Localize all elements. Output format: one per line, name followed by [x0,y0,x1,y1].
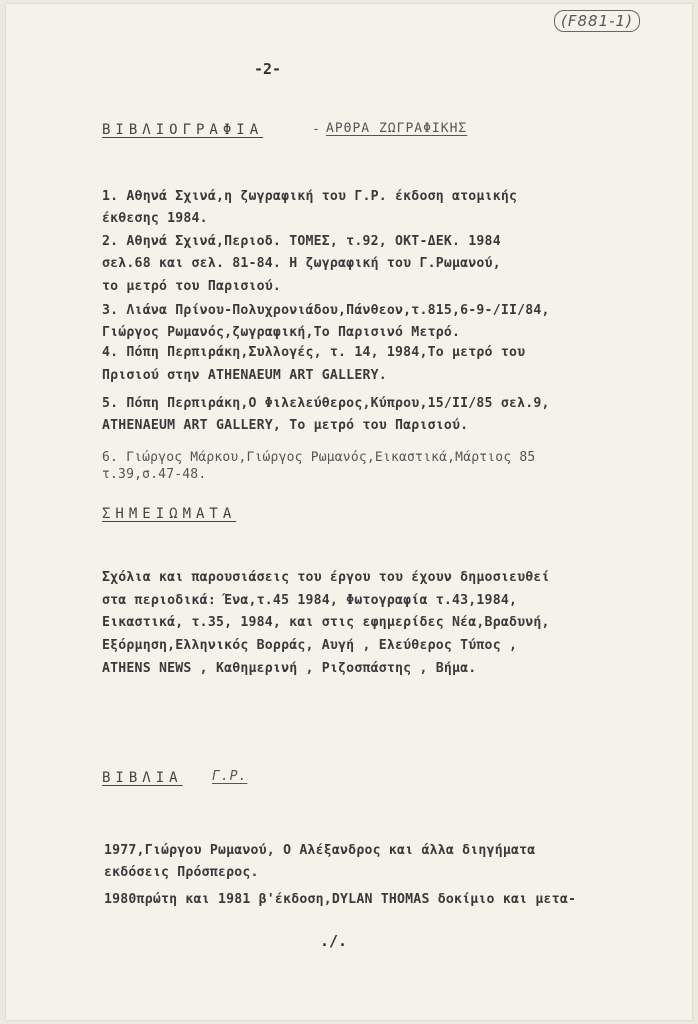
bibliography-entry-line: 4. Πόπη Περπιράκη,Συλλογές, τ. 14, 1984,Το μετρό του [102,345,526,360]
bibliography-entry-line: έκθεσης 1984. [102,211,208,226]
books-line: εκδόσεις Πρόσπερος. [104,865,259,880]
bibliography-entry-line: 1. Αθηνά Σχινά,η ζωγραφική του Γ.Ρ. έκδοση ατομικής [102,189,518,204]
bibliography-heading: ΒΙΒΛΙΟΓΡΑΦΙΑ [102,122,264,138]
notes-line: Εικαστικά, τ.35, 1984, και στις εφημερίδες Νέα,Βραδυνή, [102,615,550,630]
bibliography-entry-line: 2. Αθηνά Σχινά,Περιοδ. ΤΟΜΕΣ, τ.92, ΟΚΤ-ΔΕΚ. 1984 [102,234,501,249]
continuation-mark: ./. [320,932,348,950]
bibliography-entry-line: Γιώργος Ρωμανός,ζωγραφική,Το Παρισινό Μετρό. [102,325,461,340]
bibliography-entry-line: σελ.68 και σελ. 81-84. Η ζωγραφική του Γ.Ρωμανού, [102,256,501,271]
document-page [6,4,692,1020]
heading-separator: - [312,122,321,137]
archive-reference-note: (F881-1) [554,10,640,32]
bibliography-entry-line: 5. Πόπη Περπιράκη,Ο Φιλελεύθερος,Κύπρου,15/ΙΙ/85 σελ.9, [102,396,550,411]
books-heading: ΒΙΒΛΙΑ [102,770,183,786]
books-line: 1980πρώτη και 1981 β'έκδοση,DYLAN THOMAS δοκίμιο και μετα- [104,892,577,907]
books-line: 1977,Γιώργου Ρωμανού, Ο Αλέξανδρος και άλλα διηγήματα [104,843,536,858]
bibliography-entry-line: 6. Γιώργος Μάρκου,Γιώργος Ρωμανός,Εικαστικά,Μάρτιος 85 [102,450,536,465]
page-number: -2- [254,60,282,78]
bibliography-entry-line: ATHENAEUM ART GALLERY, Το μετρό του Παρισιού. [102,418,469,433]
bibliography-entry-line: 3. Λιάνα Πρίνου-Πολυχρονιάδου,Πάνθεον,τ.815,6-9-/ΙΙ/84, [102,303,550,318]
notes-line: ATHENS NEWS , Καθημερινή , Ριζοσπάστης , Βήμα. [102,661,477,676]
bibliography-entry-line: Πρισιού στην ATHENAEUM ART GALLERY. [102,368,387,383]
bibliography-entry-line: τ.39,σ.47-48. [102,467,207,482]
notes-line: Εξόρμηση,Ελληνικός Βορράς, Αυγή , Ελεύθερος Τύπος , [102,638,518,653]
bibliography-entry-line: το μετρό του Παρισιού. [102,279,282,294]
notes-line: Σχόλια και παρουσιάσεις του έργου του έχουν δημοσιευθεί [102,570,550,585]
notes-heading: ΣΗΜΕΙΩΜΑΤΑ [102,506,237,522]
bibliography-subheading: ΑΡΘΡΑ ΖΩΓΡΑΦΙΚΗΣ [326,121,468,136]
books-author-initials: Γ.Ρ. [212,769,248,784]
notes-line: στα περιοδικά: Ένα,τ.45 1984, Φωτογραφία τ.43,1984, [102,593,518,608]
